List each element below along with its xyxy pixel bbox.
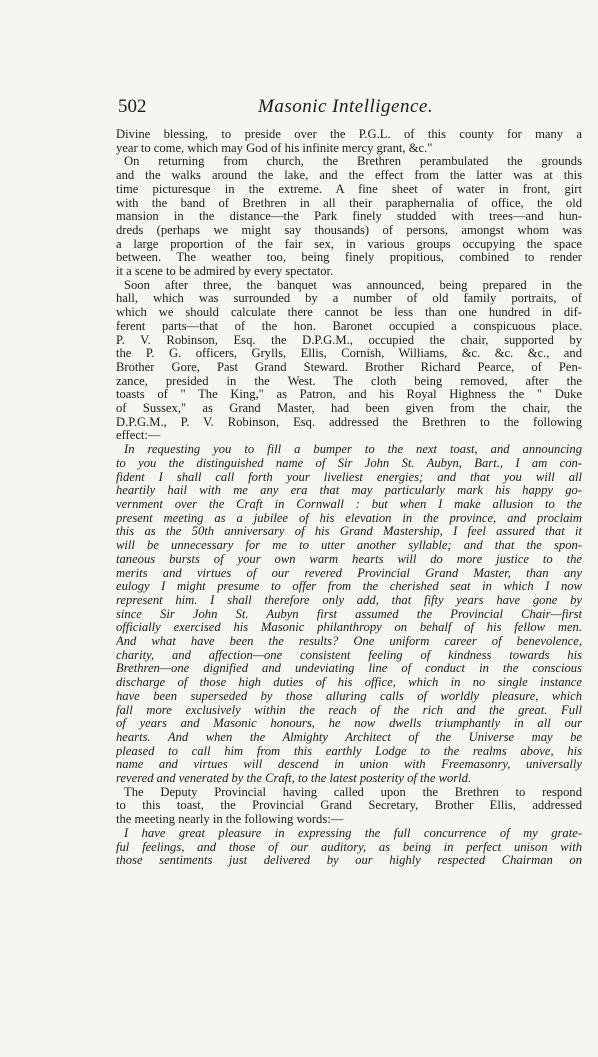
text-line: toasts of " The King," as Patron, and his Royal Highness the " Duke (116, 388, 582, 402)
paragraph (116, 443, 582, 786)
text-line: those sentiments just delivered by our highly respected Chairman on (116, 854, 582, 868)
text-line: D.P.G.M., P. V. Robinson, Esq. addressed the Brethren to the following (116, 415, 582, 429)
text-line: ful feelings, and those of our auditory, as being in perfect unison with (116, 840, 582, 854)
text-line: Divine blessing, to preside over the P.G.L. of this county for many a (116, 128, 582, 141)
text-line: fident I shall call forth your liveliest energies; and that you will all (116, 470, 582, 484)
text-line: The Deputy Provincial having called upon the Brethren to respond (124, 785, 582, 799)
text-line: mansion in the distance—the Park finely studded with trees—and hun- (116, 210, 582, 224)
text-line: of years and Masonic honours, he now dwells triumphantly in all our (116, 717, 582, 731)
text-line: ferent parts—that of the hon. Baronet occupied a conspicuous place. (116, 319, 582, 333)
text-line: officially exercised his Masonic philanthropy on behalf of his fellow men. (116, 621, 582, 635)
text-line: this as the 50th anniversary of his Grand Mastership, I feel assured that it (116, 525, 582, 539)
text-line: taneous bursts of your own warm hearts will do more justice to the (116, 552, 582, 566)
text-line: with the band of Brethren in all their paraphernalia of office, the old (116, 196, 582, 210)
text-line: vernment over the Craft in Cornwall : but when I make allusion to the (116, 497, 582, 511)
text-line: which we should calculate there cannot be less than one hundred in dif- (116, 306, 582, 320)
text-line: zance, presided in the West. The cloth being removed, after the (116, 374, 582, 388)
text-line: of Sussex," as Grand Master, had been given from the chair, the (116, 402, 582, 416)
text-line: hearts. And when the Almighty Architect of the Universe may be (116, 730, 582, 744)
paragraph (116, 827, 582, 868)
text-line: fall more exclusively within the reach of the rich and the great. Full (116, 703, 582, 717)
text-line: the meeting nearly in the following words:— (116, 813, 344, 827)
text-line: to this toast, the Provincial Grand Secretary, Brother Ellis, addressed (116, 799, 582, 813)
text-line: revered and venerated by the Craft, to the latest posterity of the world. (116, 772, 472, 786)
text-line: have been superseded by those alluring calls of worldly pleasure, which (116, 689, 582, 703)
text-line: effect:— (116, 429, 161, 443)
paragraph (116, 128, 582, 155)
text-line: a large proportion of the fair sex, in various groups occupying the space (116, 237, 582, 251)
text-line: discharge of those high duties of his office, which in no single instance (116, 676, 582, 690)
paragraph (116, 155, 582, 278)
page-number: 502 (118, 96, 147, 117)
text-line: since Sir John St. Aubyn first assumed the Provincial Chair—first (116, 607, 582, 621)
text-line: between. The weather too, being finely propitious, combined to render (116, 251, 582, 265)
text-line: hall, which was surrounded by a number of old family portraits, of (116, 292, 582, 306)
text-line: year to come, which may God of his infinite mercy grant, &c." (116, 141, 433, 155)
paragraph (116, 786, 582, 827)
text-line: will be unnecessary for me to utter another syllable; and that the spon- (116, 539, 582, 553)
text-line: Brother Gore, Past Grand Steward. Brother Richard Pearce, of Pen- (116, 360, 582, 374)
text-line: charity, and affection—one consistent feeling of kindness towards his (116, 648, 582, 662)
text-line: the P. G. officers, Grylls, Ellis, Cornish, Williams, &c. &c. &c., and (116, 347, 582, 361)
text-line: And what have been the results? One uniform career of benevolence, (116, 635, 582, 649)
text-line: it a scene to be admired by every spectator. (116, 265, 334, 279)
text-line: I have great pleasure in expressing the full concurrence of my grate- (124, 826, 582, 840)
text-line: time picturesque in the extreme. A fine sheet of water in front, girt (116, 182, 582, 196)
text-line: present meeting as a jubilee of his elevation in the province, and proclaim (116, 511, 582, 525)
text-line: In requesting you to fill a bumper to the next toast, and announcing (124, 443, 582, 457)
text-line: to you the distinguished name of Sir John St. Aubyn, Bart., I am con- (116, 456, 582, 470)
text-line: On returning from church, the Brethren perambulated the grounds (124, 155, 582, 169)
text-line: name and virtues will descend in union with Freemasonry, universally (116, 758, 582, 772)
page-header (118, 96, 578, 122)
text-line: heartily hail with me any era that may particularly mark his happy go- (116, 484, 582, 498)
running-title: Masonic Intelligence. (258, 96, 434, 117)
text-line: pleased to call him from this earthly Lodge to the realms above, his (116, 744, 582, 758)
text-line: Soon after three, the banquet was announced, being prepared in the (124, 278, 582, 292)
text-line: Brethren—one dignified and undeviating line of conduct in the conscious (116, 662, 582, 676)
text-line: represent him. I shall therefore only add, that fifty years have gone by (116, 593, 582, 607)
paragraph (116, 279, 582, 443)
body-text (116, 128, 582, 868)
text-line: P. V. Robinson, Esq. the D.P.G.M., occupied the chair, supported by (116, 333, 582, 347)
text-line: eulogy I might presume to offer from the cherished seat in which I now (116, 580, 582, 594)
text-line: and the walks around the lake, and the effect from the latter was at this (116, 169, 582, 183)
text-line: dreds (perhaps we might say thousands) of persons, amongst whom was (116, 223, 582, 237)
text-line: merits and virtues of our revered Provincial Grand Master, than any (116, 566, 582, 580)
